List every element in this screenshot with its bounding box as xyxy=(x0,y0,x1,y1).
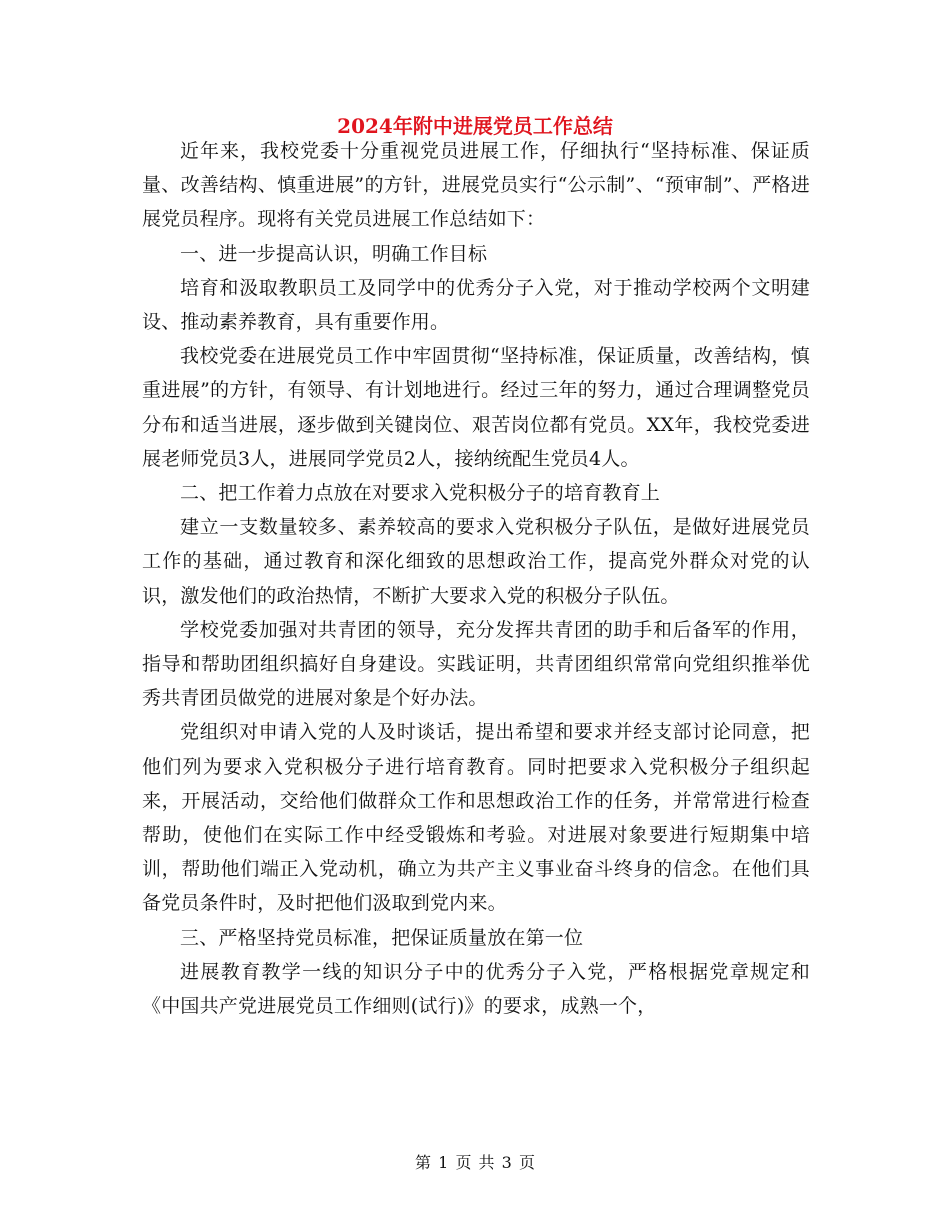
section-heading-3: 三、严格坚持党员标准，把保证质量放在第一位 xyxy=(180,926,584,949)
section-heading-2: 二、把工作着力点放在对要求入党积极分子的培育教育上 xyxy=(180,482,661,505)
paragraph: 党组织对申请入党的人及时谈话，提出希望和要求并经支部讨论同意，把他们列为要求入党积极分子进行培育教育。同时把要求入党积极分子组织起来，开展活动，交给他们做群众工作和思想政治工作的任务，并常常进行检查帮助，使他们在实际工作中经受锻炼和考验。对进展对象要进行短期集中培训，帮助他们端正入党动机，确立为共产主义事业奋斗终身的信念。在他们具备党员条件时，及时把他们汲取到党内来。 xyxy=(142,721,810,915)
paragraph: 进展教育教学一线的知识分子中的优秀分子入党，严格根据党章规定和《中国共产党进展党员工作细则(试行)》的要求，成熟一个， xyxy=(142,960,810,1018)
section-heading-1: 一、进一步提高认识，明确工作目标 xyxy=(180,242,488,265)
paragraph: 建立一支数量较多、素养较高的要求入党积极分子队伍，是做好进展党员工作的基础，通过教育和深化细致的思想政治工作，提高党外群众对党的认识，激发他们的政治热情，不断扩大要求入党的积极分子队伍。 xyxy=(142,516,810,607)
footer-total-prefix: 共 xyxy=(478,1153,495,1172)
footer-suffix: 页 xyxy=(518,1153,535,1172)
paragraph-intro: 近年来，我校党委十分重视党员进展工作，仔细执行“坚持标准、保证质量、改善结构、慎重进展”的方针，进展党员实行“公示制”、“预审制”、严格进展党员程序。现将有关党员进展工作总结如下： xyxy=(142,140,810,231)
paragraph: 培育和汲取教职员工及同学中的优秀分子入党，对于推动学校两个文明建设、推动素养教育，具有重要作用。 xyxy=(142,276,810,334)
document-body xyxy=(142,134,810,1023)
footer-total-pages: 3 xyxy=(501,1153,512,1172)
page-footer xyxy=(0,1152,950,1174)
footer-page-word: 页 xyxy=(455,1153,472,1172)
footer-current-page: 1 xyxy=(438,1153,449,1172)
paragraph: 我校党委在进展党员工作中牢固贯彻“坚持标准，保证质量，改善结构，慎重进展”的方针，有领导、有计划地进行。经过三年的努力，通过合理调整党员分布和适当进展，逐步做到关键岗位、艰苦岗位都有党员。XX年，我校党委进展老师党员3人，进展同学党员2人，接纳统配生党员4人。 xyxy=(142,345,810,470)
paragraph: 学校党委加强对共青团的领导，充分发挥共青团的助手和后备军的作用，指导和帮助团组织搞好自身建设。实践证明，共青团组织常常向党组织推举优秀共青团员做党的进展对象是个好办法。 xyxy=(142,618,810,710)
footer-prefix: 第 xyxy=(415,1153,432,1172)
document-title: 2024年附中进展党员工作总结 xyxy=(337,114,613,138)
